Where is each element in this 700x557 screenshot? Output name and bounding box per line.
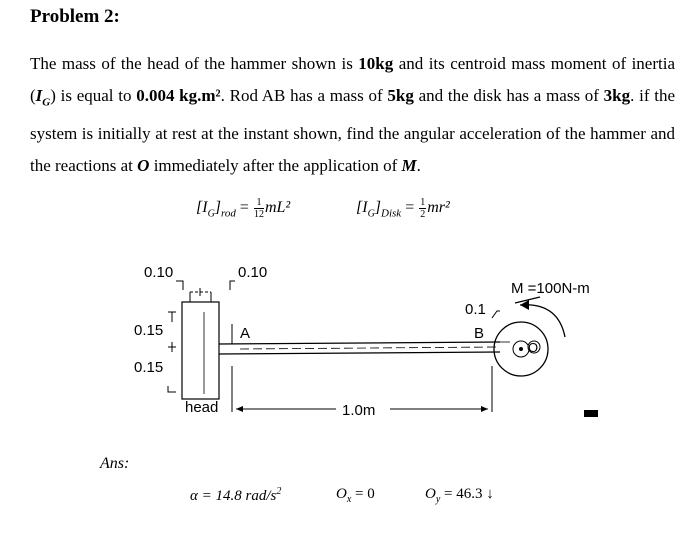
disk-mass: 3kg — [603, 86, 631, 105]
dim-leader-left — [176, 281, 183, 290]
label-b: B — [474, 325, 485, 342]
problem-title: Problem 2: — [30, 6, 120, 27]
answers-label: Ans: — [100, 455, 130, 472]
head-mass: 10kg — [358, 54, 394, 73]
dim-mid: 0.15 — [134, 322, 164, 339]
rod-ab — [219, 342, 500, 344]
moment-label: M =100N-m — [511, 280, 590, 297]
dim-top-right: 0.10 — [238, 264, 268, 281]
answer-ox: $O_x = 0$ — [336, 486, 375, 505]
rod-mass: 5kg — [387, 86, 414, 105]
stamp-mark — [584, 410, 598, 417]
point-o: O — [137, 156, 150, 176]
rod-inertia-formula: $[I_G]_{rod}$ = $\frac{1}{12}$ mL² — [196, 197, 291, 220]
disk-inertia-formula: $[I_G]_{Disk}$ = $\frac{1}{2}$ mr² — [356, 197, 450, 220]
hammer-diagram — [0, 250, 700, 430]
hammer-head — [182, 302, 219, 399]
dim-low: 0.15 — [134, 359, 164, 376]
answer-oy: $O_y = 46.3$ ↓ — [425, 486, 494, 505]
label-head: head — [185, 399, 219, 416]
label-a: A — [240, 325, 251, 342]
answer-alpha: α = 14.8 rad/$s^2$ — [190, 486, 282, 504]
label-length: 1.0m — [342, 402, 376, 419]
inertia-value: 0.004 kg.m² — [136, 86, 221, 105]
moment-symbol: M — [401, 156, 417, 176]
dim-leader-right — [230, 281, 235, 290]
problem-statement: The mass of the head of the hammer shown is 10kg and its centroid mass moment of inertia $(I_G)$ is equal to 0.004 kg.m². Rod AB has a mass of 5kg and the disk has a mass of 3kg. if the system is initially at rest at the instant shown, find the angular acceleration of the hammer and the reactions at O immediately after the application of M. — [30, 54, 676, 176]
label-b-dim: 0.1 — [465, 301, 486, 318]
label-o: O — [528, 340, 539, 355]
dim-top-left: 0.10 — [144, 264, 174, 281]
